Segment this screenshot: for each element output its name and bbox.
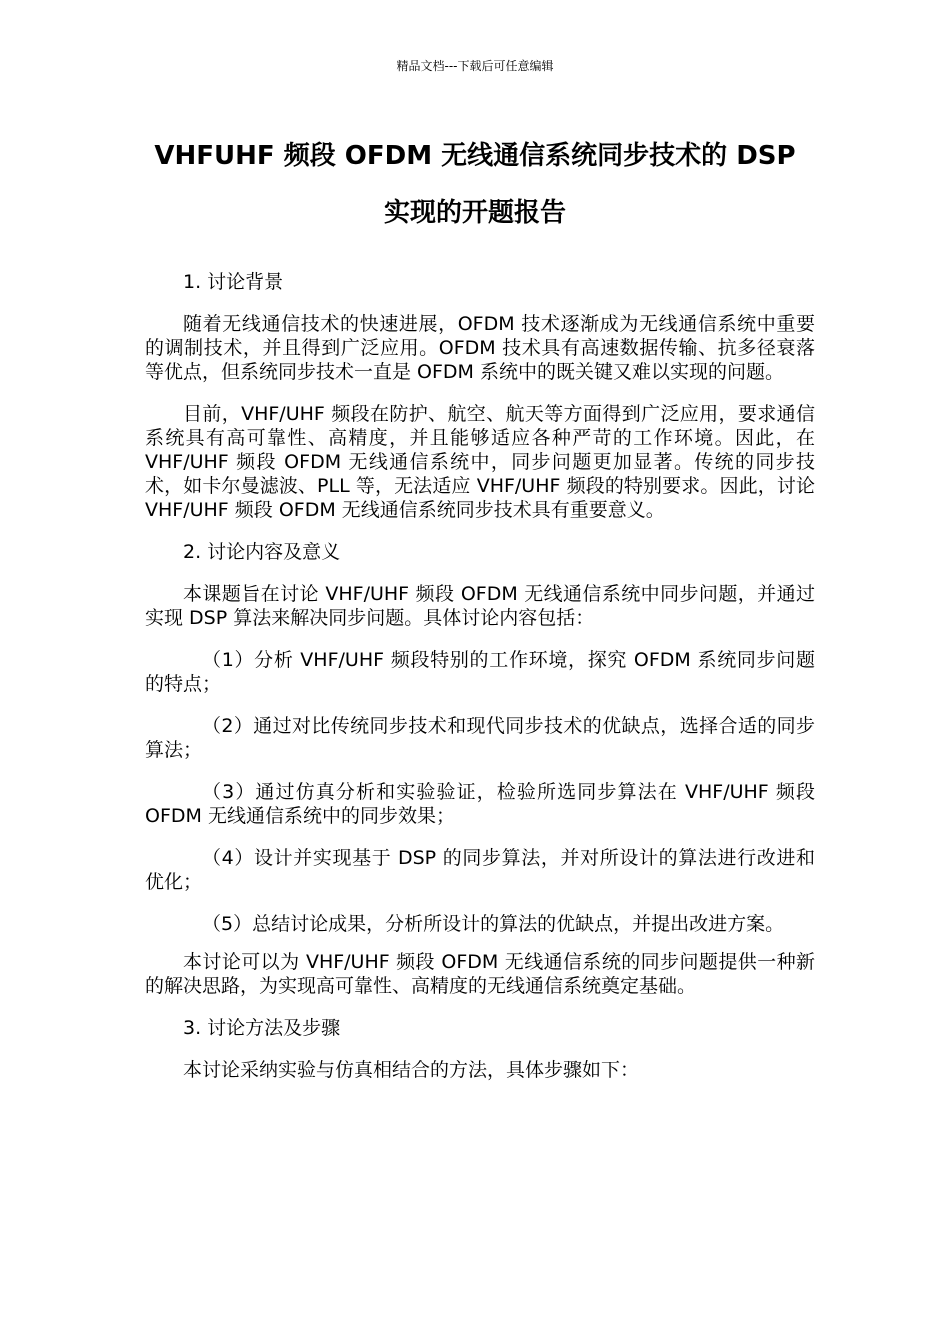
page-header: 精品文档---下载后可任意编辑 [396,59,554,73]
document-title-line-1: VHFUHF 频段 OFDM 无线通信系统同步技术的 DSP [154,141,796,171]
paragraph-method-intro: 本讨论采纳实验与仿真相结合的方法，具体步骤如下： [183,1059,640,1081]
list-item-2: （2）通过对比传统同步技术和现代同步技术的优缺点，选择合适的同步算法； [145,715,815,761]
list-item-3: （3）通过仿真分析和实验验证，检验所选同步算法在 VHF/UHF 频段 OFDM 无线通信系统中的同步效果； [145,781,815,827]
section-heading-background: 1. 讨论背景 [183,271,284,293]
paragraph-background-2: 目前，VHF/UHF 频段在防护、航空、航天等方面得到广泛应用，要求通信系统具有高可靠性、高精度，并且能够适应各种严苛的工作环境。因此，在 VHF/UHF 频段 OFDM 无线通信系统中，同步问题更加显著。传统的同步技术，如卡尔曼滤波、PLL 等，无法适应 VHF/UHF 频段的特别要求。因此，讨论 VHF/UHF 频段 OFDM 无线通信系统同步技术具有重要意义。 [145,403,815,521]
list-item-5: （5）总结讨论成果，分析所设计的算法的优缺点，并提出改进方案。 [202,913,785,935]
document-body [145,270,815,1100]
section-heading-method: 3. 讨论方法及步骤 [183,1017,341,1039]
paragraph-significance: 本讨论可以为 VHF/UHF 频段 OFDM 无线通信系统的同步问题提供一种新的解决思路，为实现高可靠性、高精度的无线通信系统奠定基础。 [145,951,815,997]
paragraph-background-1: 随着无线通信技术的快速进展，OFDM 技术逐渐成为无线通信系统中重要的调制技术，并且得到广泛应用。OFDM 技术具有高速数据传输、抗多径衰落等优点，但系统同步技术一直是 OFDM 系统中的既关键又难以实现的问题。 [145,313,815,383]
section-heading-content: 2. 讨论内容及意义 [183,541,341,563]
paragraph-content-intro: 本课题旨在讨论 VHF/UHF 频段 OFDM 无线通信系统中同步问题，并通过实现 DSP 算法来解决同步问题。具体讨论内容包括： [145,583,815,629]
list-item-4: （4）设计并实现基于 DSP 的同步算法，并对所设计的算法进行改进和优化； [145,847,815,893]
document-title-line-2: 实现的开题报告 [383,198,566,228]
list-item-1: （1）分析 VHF/UHF 频段特别的工作环境，探究 OFDM 系统同步问题的特点； [145,649,815,695]
